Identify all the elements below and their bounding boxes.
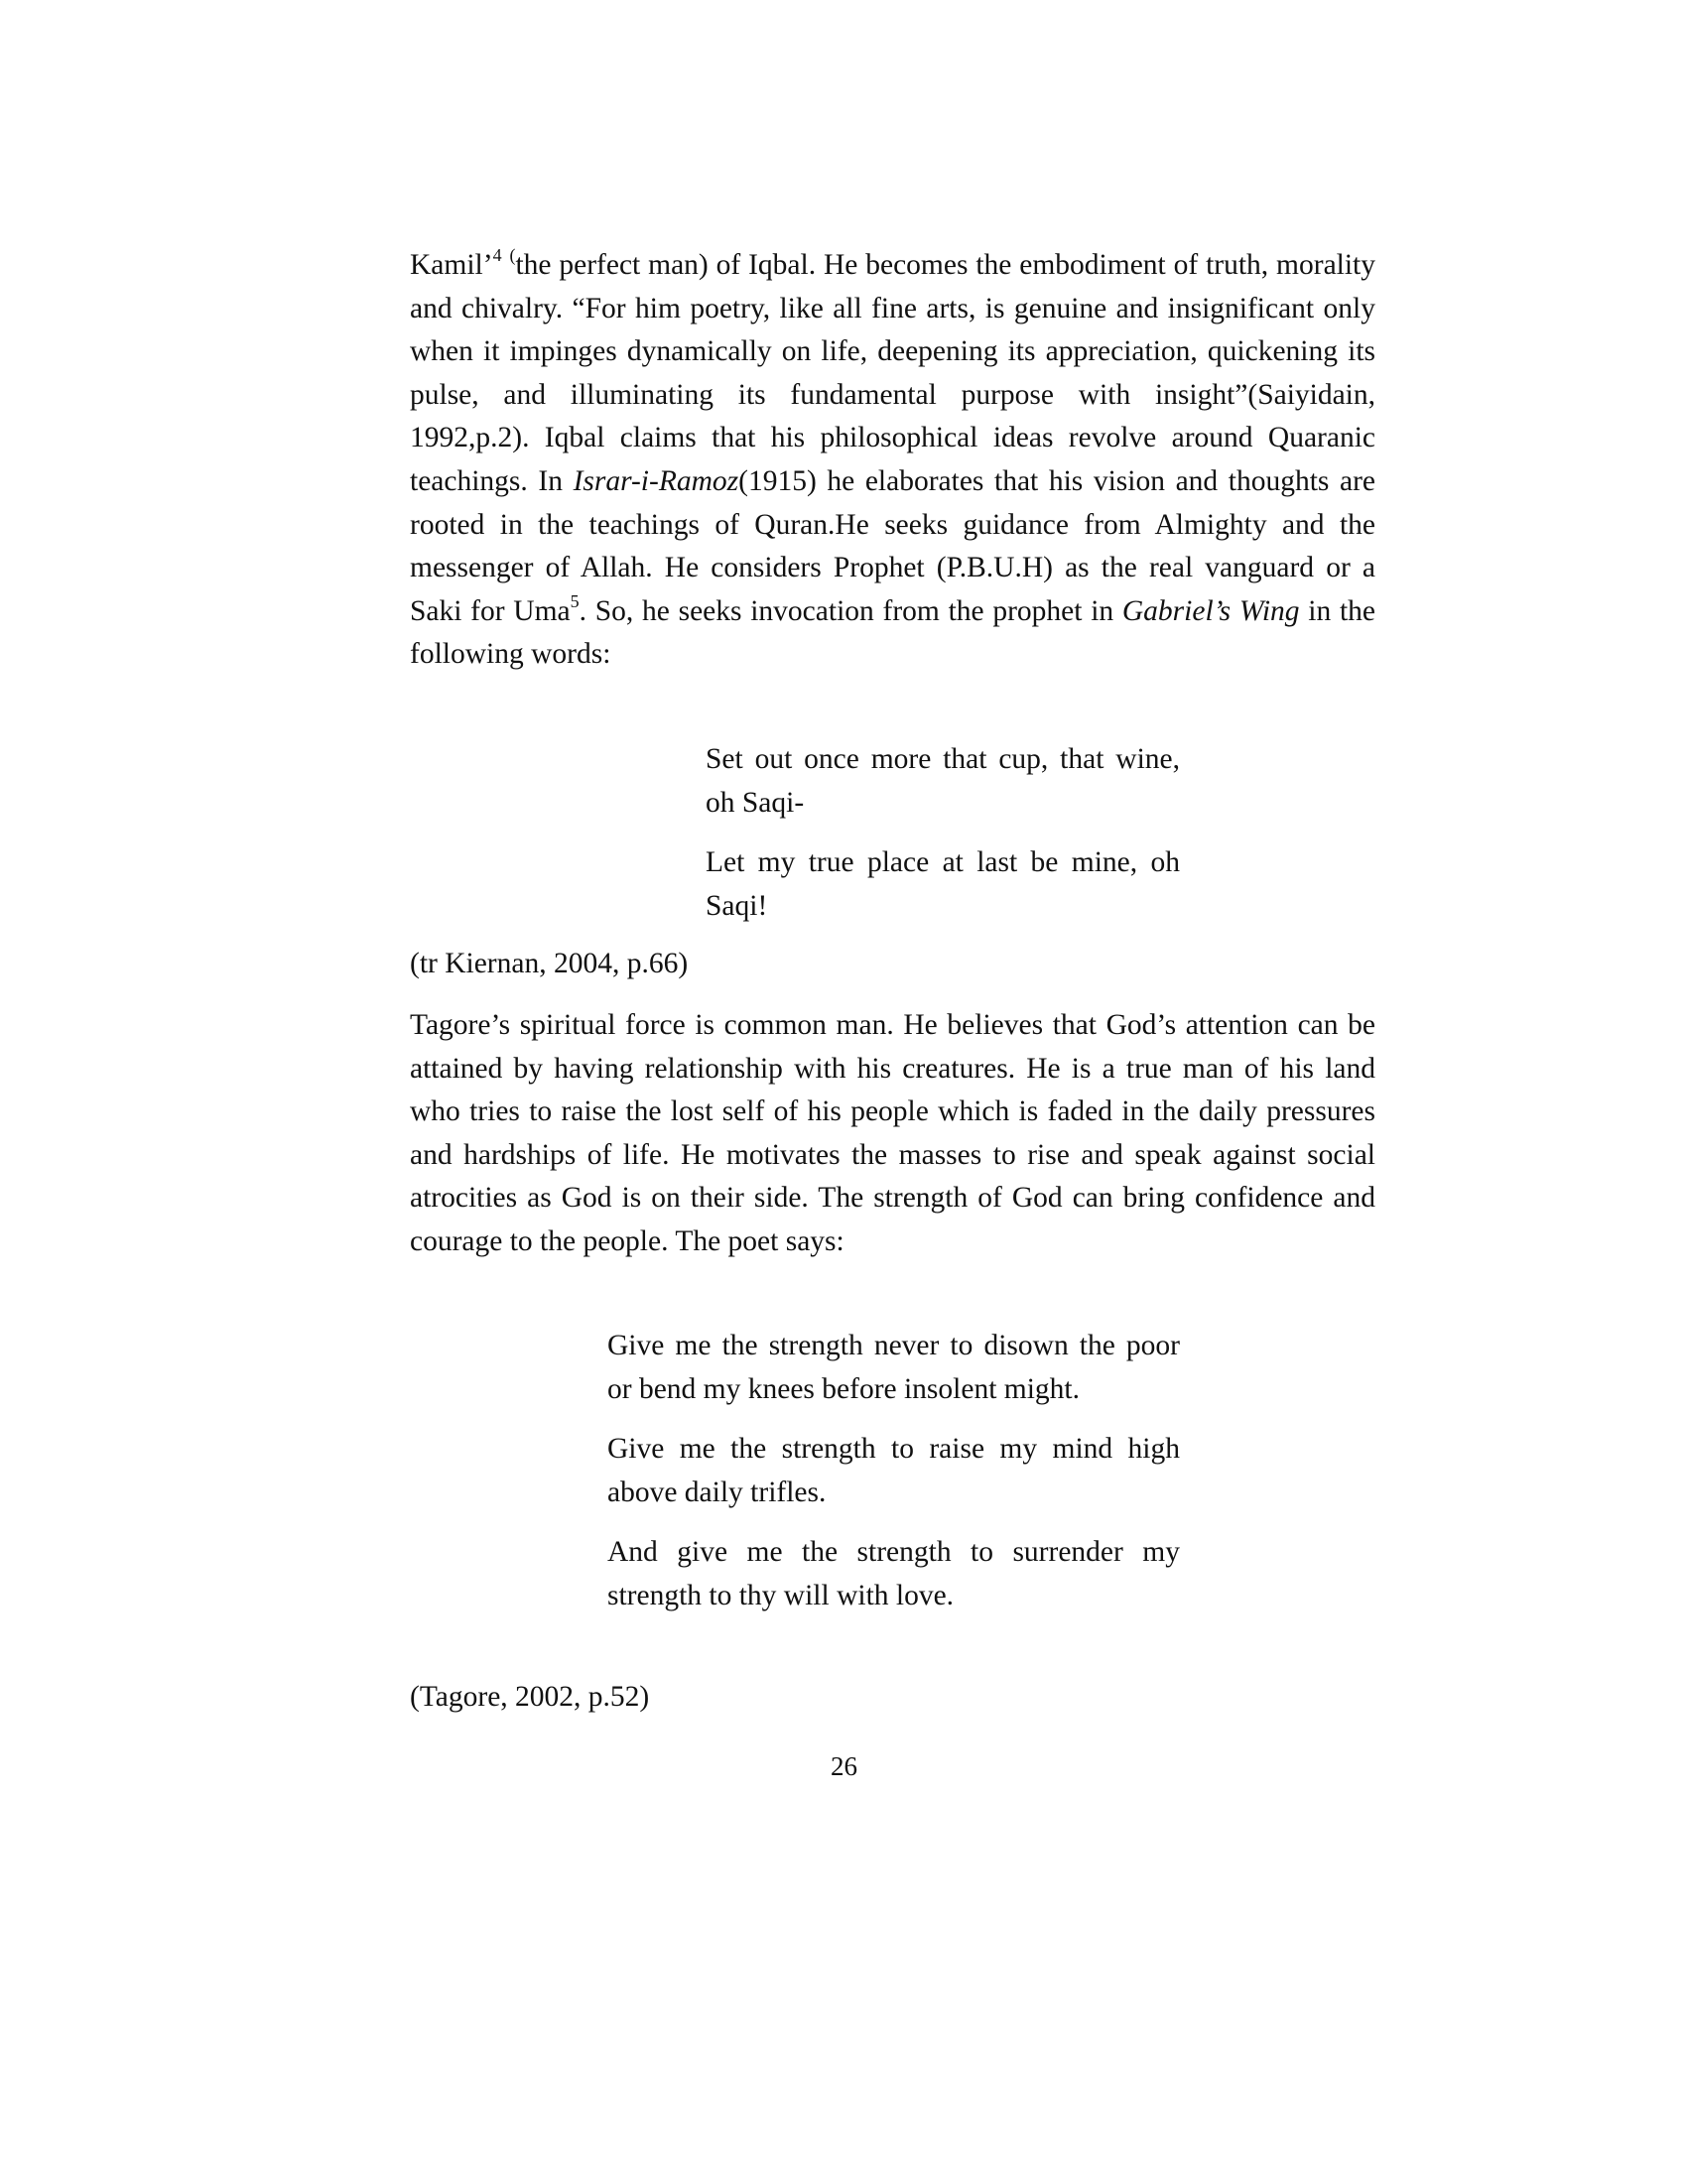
body-paragraph-iqbal — [410, 244, 1375, 677]
footnote-marker: 4 — [492, 245, 502, 266]
text-run: (1915) he elaborates that his vision and thoughts are rooted in the teachings of Quran.He seeks guidance from Almighty and the messenger of Allah. He considers Prophet (P.B.U.H) as the real vanguard or a Saki for Uma — [410, 464, 1375, 627]
page-number: 26 — [831, 1751, 857, 1781]
superscript-paren: ( — [509, 245, 516, 266]
text-run: Kamil’ — [410, 249, 493, 281]
verse-stanza: And give me the strength to surrender my strength to thy will with love. — [607, 1536, 1180, 1611]
book-title-gabriels-wing: Gabriel’s Wing — [1121, 594, 1300, 627]
body-paragraph-tagore: Tagore’s spiritual force is common man. He believes that God’s attention can be attained by having relationship with his creatures. He is a true man of his land who tries to raise the lost self of his people which is faded in the daily pressures and hardships of life. He motivates the masses to rise and speak against social atrocities as God is on their side. The strength of God can bring confidence and courage to the people. The poet says: — [410, 1009, 1375, 1257]
verse-stanza: Give me the strength to raise my mind high above daily trifles. — [607, 1433, 1180, 1508]
text-run: in the following words: — [410, 594, 1375, 671]
verse-stanza: Let my true place at last be mine, oh Saqi! — [706, 846, 1180, 922]
citation-kiernan: (tr Kiernan, 2004, p.66) — [410, 948, 689, 979]
quoted-verse-iqbal — [706, 738, 1180, 945]
footnote-marker: 5 — [570, 590, 580, 611]
text-run: the perfect man) of Iqbal. He becomes the embodiment of truth, morality and chivalry. “For him poetry, like all fine arts, is genuine and insignificant only when it impinges dynamically on life, deepening its appreciation, quickening its pulse, and illuminating its fundamental purpose with insight”(Saiyidain, 1992,p.2). Iqbal claims that his philosophical ideas revolve around Quaranic teachings. In — [410, 249, 1375, 497]
book-title-israr-i-ramoz: Israr-i-Ramoz — [573, 464, 739, 497]
text-run: . So, he seeks invocation from the prophet in — [579, 594, 1122, 627]
verse-stanza: Set out once more that cup, that wine, oh Saqi- — [706, 743, 1180, 819]
citation-tagore: (Tagore, 2002, p.52) — [410, 1681, 650, 1713]
quoted-verse-tagore — [607, 1325, 1180, 1635]
verse-stanza: Give me the strength never to disown the poor or bend my knees before insolent might. — [607, 1330, 1180, 1405]
